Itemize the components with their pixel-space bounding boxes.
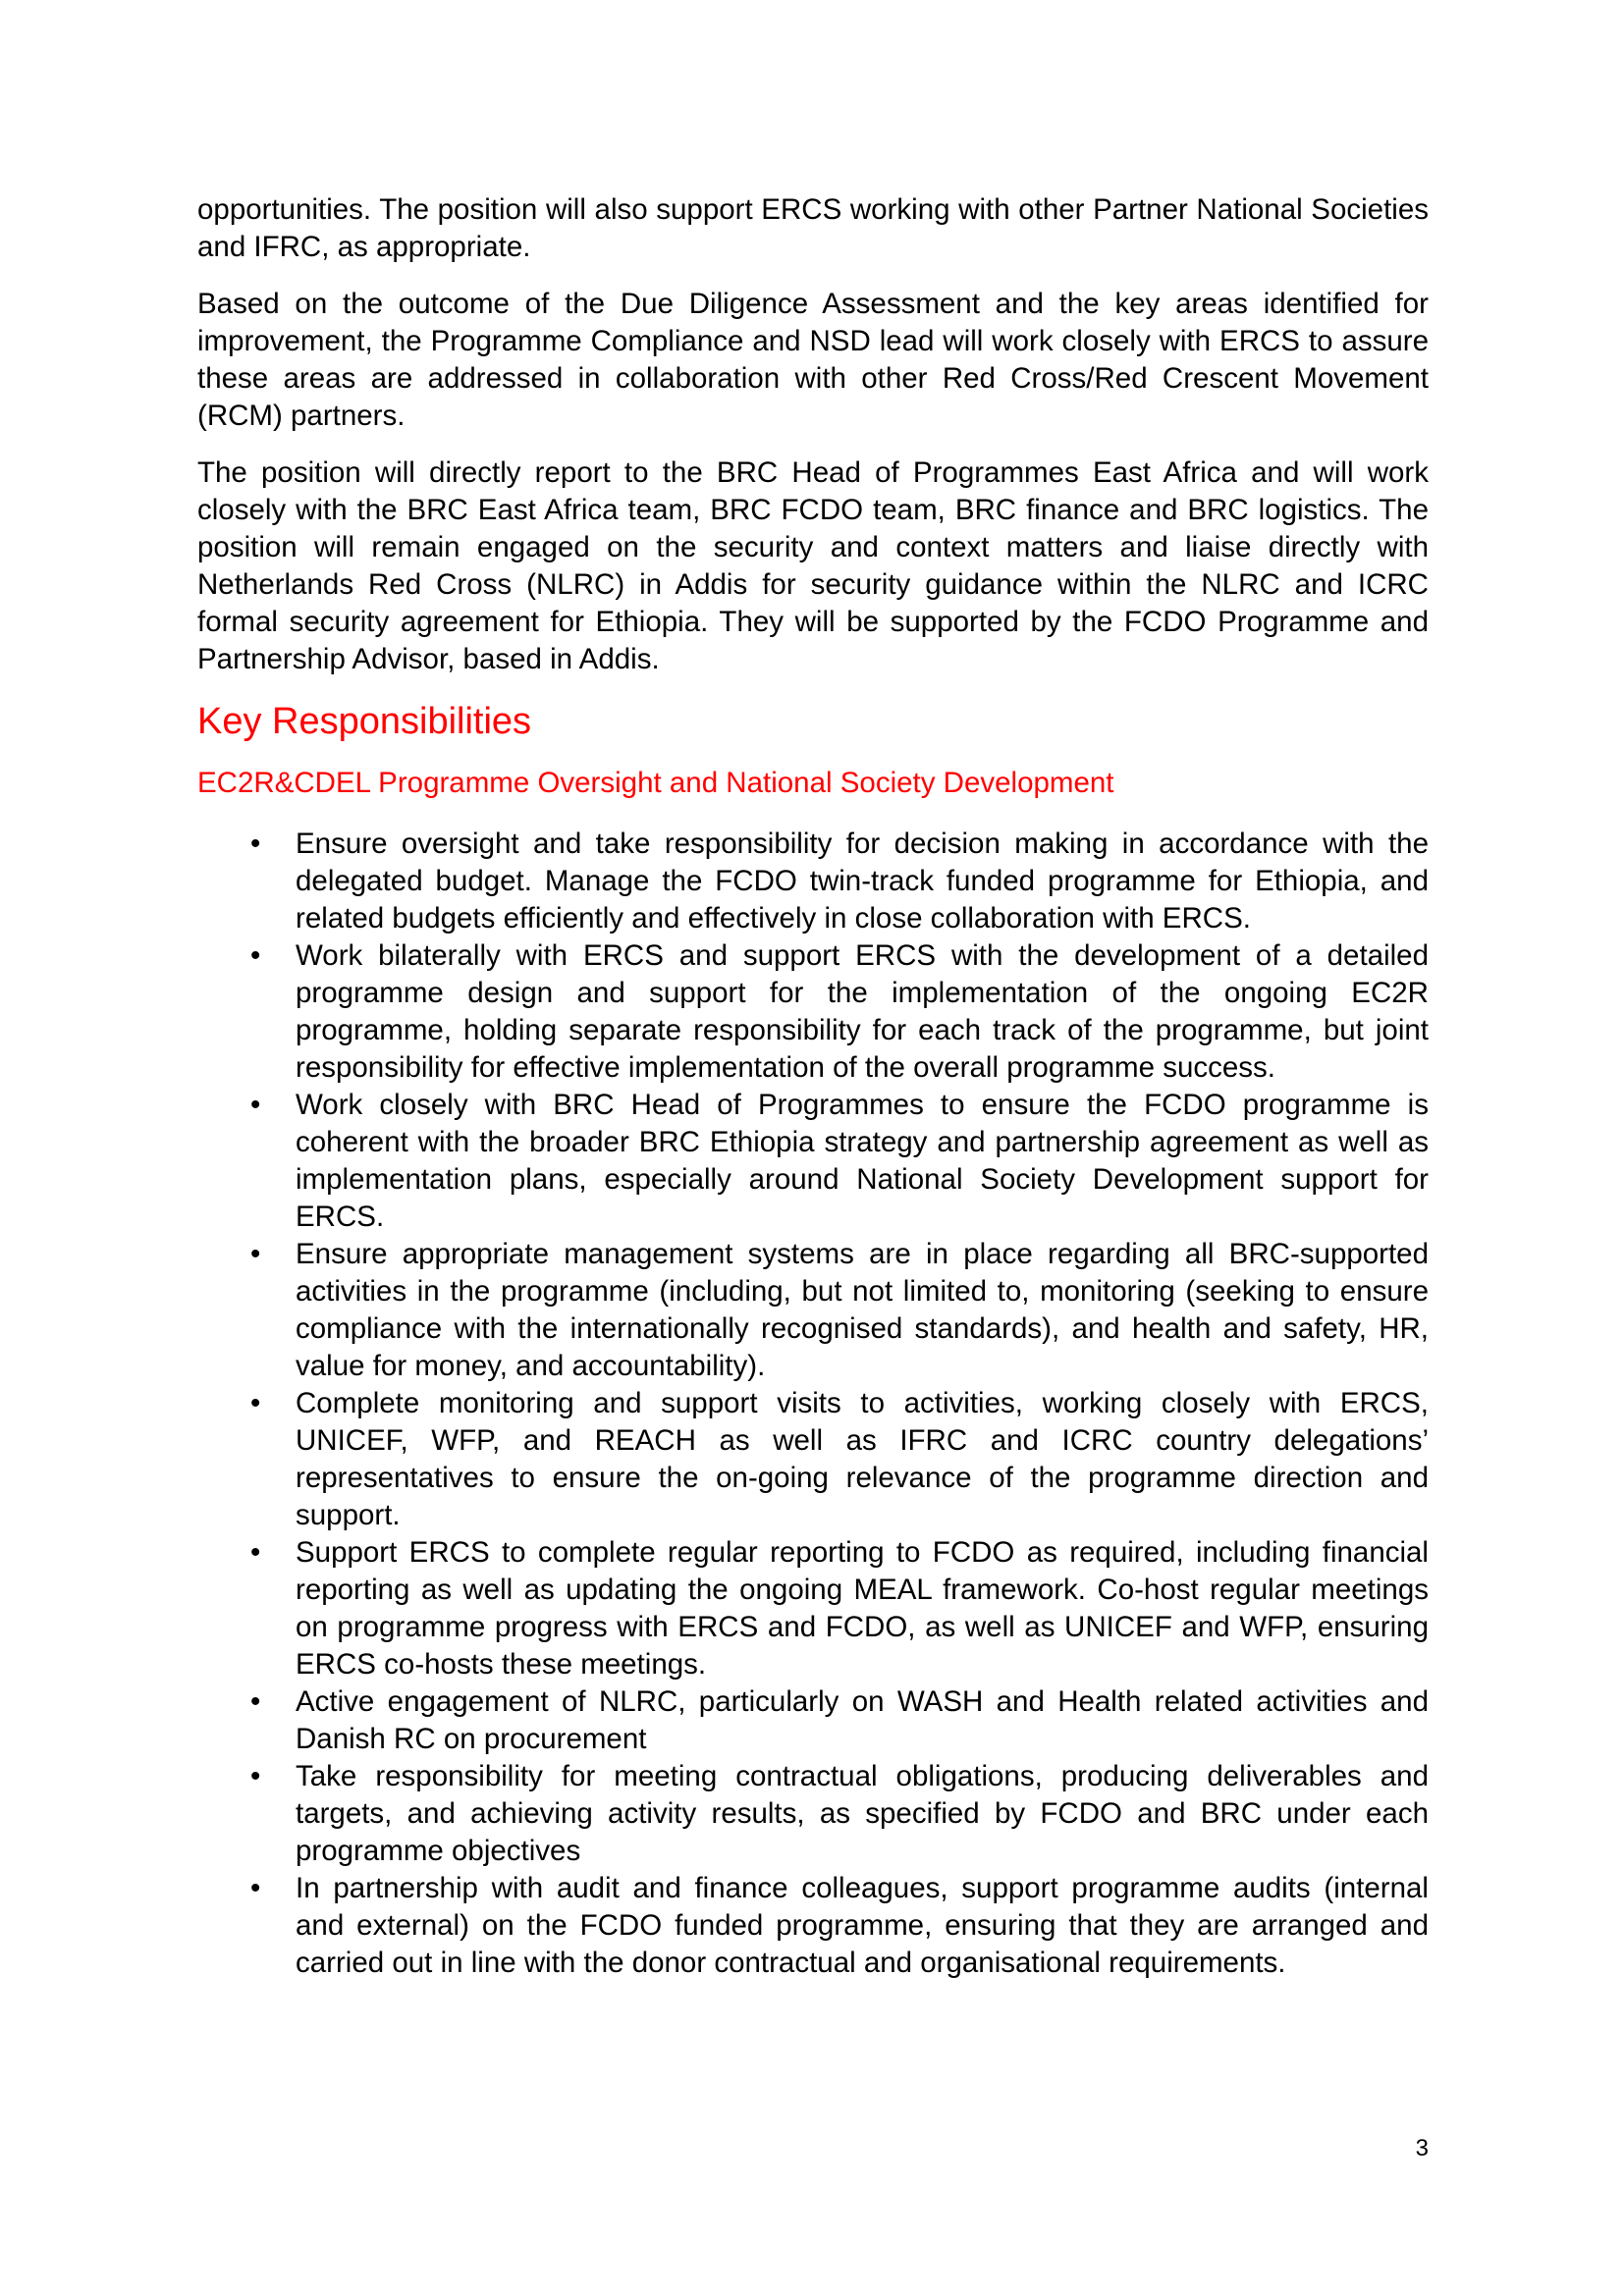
intro-paragraph-1: opportunities. The position will also support ERCS working with other Partner National Societies and IFRC, as appropriate. bbox=[197, 193, 1429, 263]
list-item bbox=[197, 826, 1429, 937]
list-item-text: Complete monitoring and support visits to activities, working closely with ERCS, UNICEF, WFP, and REACH as well as IFRC and ICRC country delegations’ representatives to ensure the on-going relevance of the programme direction and support. bbox=[296, 1387, 1429, 1531]
intro-paragraph-3: The position will directly report to the BRC Head of Programmes East Africa and will work closely with the BRC East Africa team, BRC FCDO team, BRC finance and BRC logistics. The position will remain engaged on the security and context matters and liaise directly with Netherlands Red Cross (NLRC) in Addis for security guidance within the NLRC and ICRC formal security agreement for Ethiopia. They will be supported by the FCDO Programme and Partnership Advisor, based in Addis. bbox=[197, 456, 1429, 675]
bullet-icon: • bbox=[250, 828, 261, 860]
list-item-text: Ensure appropriate management systems are in place regarding all BRC-supported activities in the programme (including, but not limited to, monitoring (seeking to ensure compliance with the internationally recognised standards), and health and safety, HR, value for money, and accountability). bbox=[296, 1238, 1429, 1382]
list-item bbox=[197, 1870, 1429, 1982]
list-item-text: Ensure oversight and take responsibility for decision making in accordance with the delegated budget. Manage the FCDO twin-track funded programme for Ethiopia, and related budgets efficiently and effectively in close collaboration with ERCS. bbox=[296, 828, 1429, 934]
list-item bbox=[197, 1087, 1429, 1236]
section-heading: Key Responsibilities bbox=[197, 701, 532, 742]
list-item-text: Support ERCS to complete regular reporting to FCDO as required, including financial reporting as well as updating the ongoing MEAL framework. Co-host regular meetings on programme progress with ERCS and FCDO, as well as UNICEF and WFP, ensuring ERCS co-hosts these meetings. bbox=[296, 1536, 1429, 1681]
list-item-text: Work closely with BRC Head of Programmes to ensure the FCDO programme is coherent with the broader BRC Ethiopia strategy and partnership agreement as well as implementation plans, especially around National Society Development support for ERCS. bbox=[296, 1089, 1429, 1233]
intro-paragraph-2: Based on the outcome of the Due Diligence Assessment and the key areas identified for improvement, the Programme Compliance and NSD lead will work closely with ERCS to assure these areas are addressed in collaboration with other Red Cross/Red Crescent Movement (RCM) partners. bbox=[197, 288, 1429, 432]
list-item-text: Take responsibility for meeting contractual obligations, producing deliverables and targets, and achieving activity results, as specified by FCDO and BRC under each programme objectives bbox=[296, 1760, 1429, 1867]
list-item bbox=[197, 1385, 1429, 1534]
list-item bbox=[197, 1758, 1429, 1870]
list-item bbox=[197, 1236, 1429, 1385]
list-item bbox=[197, 1534, 1429, 1683]
bullet-icon: • bbox=[250, 1872, 261, 1904]
bullet-icon: • bbox=[250, 1685, 261, 1718]
bullet-icon: • bbox=[250, 939, 261, 972]
list-item bbox=[197, 1683, 1429, 1758]
bullet-icon: • bbox=[250, 1387, 261, 1419]
page-content bbox=[197, 191, 1429, 1982]
list-item-text: Active engagement of NLRC, particularly on WASH and Health related activities and Danish RC on procurement bbox=[296, 1685, 1429, 1755]
page-number: 3 bbox=[1415, 2135, 1429, 2162]
bullet-icon: • bbox=[250, 1760, 261, 1792]
subsection-heading: EC2R&CDEL Programme Oversight and National Society Development bbox=[197, 767, 1114, 799]
list-item bbox=[197, 937, 1429, 1087]
list-item-text: In partnership with audit and finance colleagues, support programme audits (internal and external) on the FCDO funded programme, ensuring that they are arranged and carried out in line with the donor contractual and organisational requirements. bbox=[296, 1872, 1429, 1979]
bullet-icon: • bbox=[250, 1089, 261, 1121]
list-item-text: Work bilaterally with ERCS and support ERCS with the development of a detailed programme design and support for the implementation of the ongoing EC2R programme, holding separate responsibility for each track of the programme, but joint responsibility for effective implementation of the overall programme success. bbox=[296, 939, 1429, 1084]
responsibilities-list bbox=[197, 826, 1429, 1982]
bullet-icon: • bbox=[250, 1536, 261, 1569]
bullet-icon: • bbox=[250, 1238, 261, 1270]
